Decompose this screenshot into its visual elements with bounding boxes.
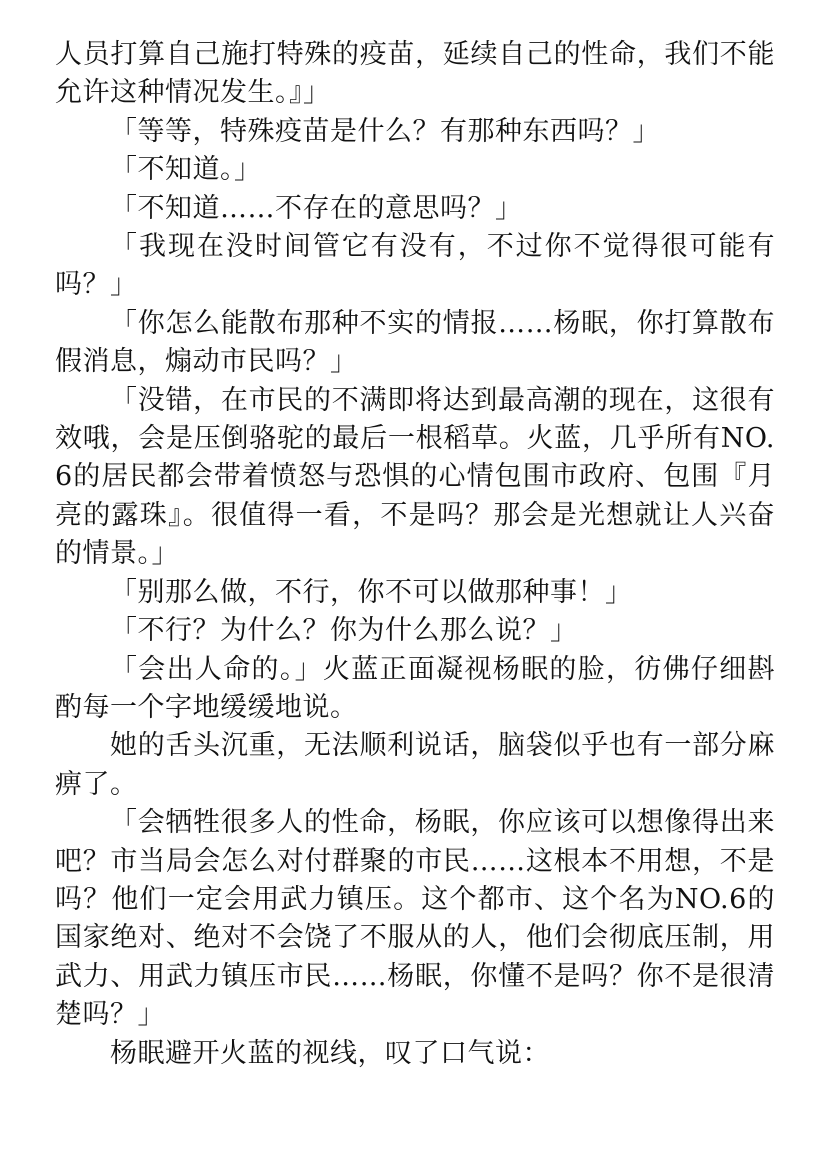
paragraph: 「别那么做，不行，你不可以做那种事！」 bbox=[110, 576, 633, 608]
paragraph: 「等等，特殊疫苗是什么？有那种东西吗？」 bbox=[110, 115, 660, 147]
paragraph: 杨眠避开火蓝的视线，叹了口气说： bbox=[110, 1037, 550, 1069]
paragraph: 「不知道……不存在的意思吗？」 bbox=[110, 192, 523, 224]
paragraph: 「会牺牲很多人的性命，杨眠，你应该可以想像得出来吧？市当局会怎么对付群聚的市民……这根本不用想，不是吗？他们一定会用武力镇压。这个都市、这个名为NO.6的国家绝对、绝对不会饶了不服从的人，他们会彻底压制，用武力、用武力镇压市民……杨眠，你懂不是吗？你不是很清楚吗？」 bbox=[55, 807, 775, 1031]
paragraph: 「你怎么能散布那种不实的情报……杨眠，你打算散布假消息，煽动市民吗？」 bbox=[55, 307, 775, 378]
paragraph: 「我现在没时间管它有没有，不过你不觉得很可能有吗？」 bbox=[55, 231, 775, 301]
paragraph: 人员打算自己施打特殊的疫苗，延续自己的性命，我们不能允许这种情况发生。』」 bbox=[55, 39, 775, 109]
paragraph: 「没错，在市民的不满即将达到最高潮的现在，这很有效哦，会是压倒骆驼的最后一根稻草。火蓝，几乎所有NO.6的居民都会带着愤怒与恐惧的心情包围市政府、包围『月亮的露珠』。很值得一看，不是吗？那会是光想就让人兴奋的情景。」 bbox=[55, 384, 775, 570]
paragraph: 「会出人命的。」火蓝正面凝视杨眠的脸，彷佛仔细斟酌每一个字地缓缓地说。 bbox=[55, 653, 775, 723]
paragraph: 「不行？为什么？你为什么那么说？」 bbox=[110, 615, 578, 647]
paragraph: 她的舌头沉重，无法顺利说话，脑袋似乎也有一部分麻痹了。 bbox=[55, 730, 775, 800]
book-page bbox=[55, 36, 775, 1073]
paragraph: 「不知道。」 bbox=[110, 154, 262, 186]
